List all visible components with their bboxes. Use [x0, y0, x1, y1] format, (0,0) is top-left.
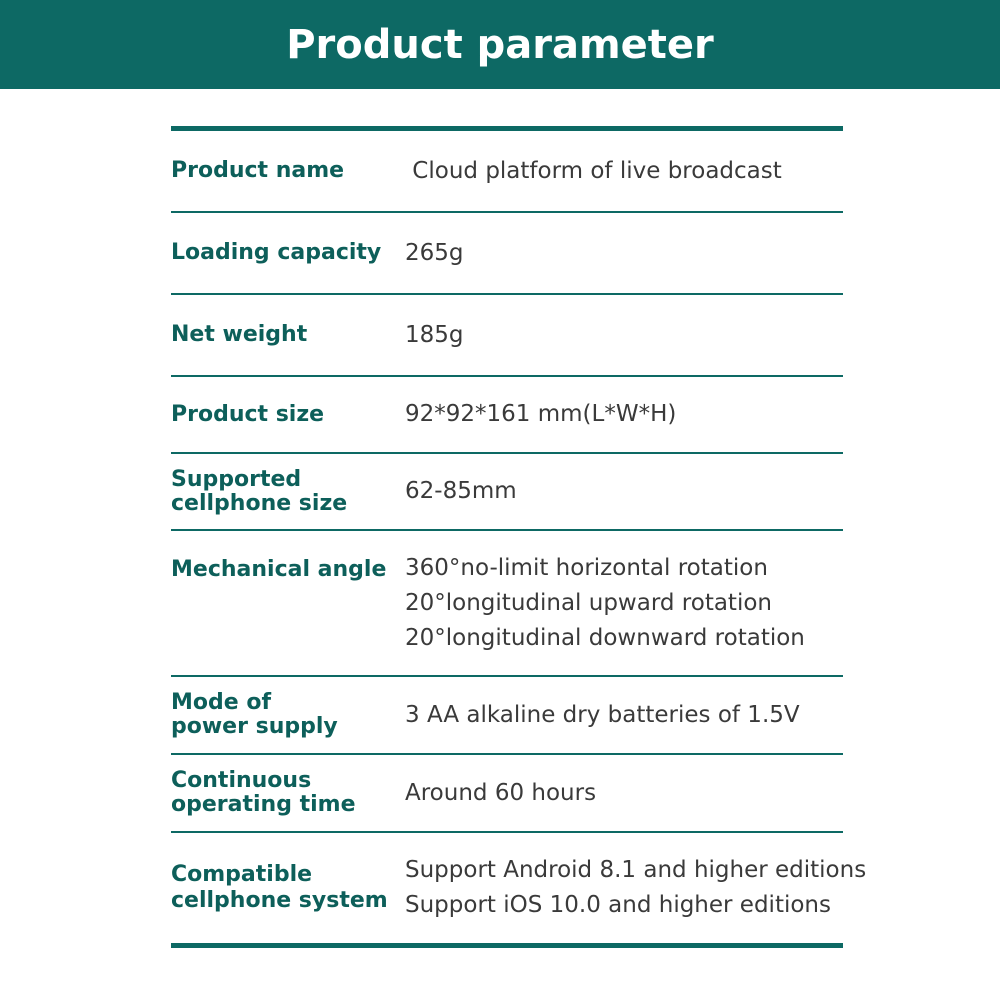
row-label-line: cellphone size [171, 490, 348, 516]
row-value-line: Support Android 8.1 and higher editions [405, 857, 867, 883]
table-row [171, 833, 867, 943]
row-label-line: Supported [171, 466, 302, 492]
parameter-table [171, 126, 867, 948]
row-label-line: Net weight [171, 322, 308, 347]
row-label-line: power supply [171, 714, 338, 739]
row-label [171, 322, 405, 348]
row-label [171, 691, 405, 739]
row-value-line: 3 AA alkaline dry batteries of 1.5V [405, 701, 800, 728]
row-value-line: 92*92*161 mm(L*W*H) [405, 401, 677, 427]
row-label-line: Product name [171, 158, 345, 183]
table-row [171, 213, 843, 295]
row-label [171, 862, 405, 914]
row-value-line: 360°no-limit horizontal rotation [405, 555, 768, 581]
row-label-line: Compatible [171, 862, 313, 887]
row-label-line: Loading capacity [171, 240, 382, 265]
row-value-line: 265g [405, 239, 464, 266]
row-value [405, 397, 843, 432]
table-row [171, 295, 843, 377]
table-row [171, 454, 843, 531]
row-value-line: Support iOS 10.0 and higher editions [405, 892, 831, 918]
page-title: Product parameter [286, 21, 714, 68]
row-value [405, 318, 843, 353]
row-label-line: Continuous [171, 768, 312, 793]
row-label-line: cellphone system [171, 888, 388, 913]
header-banner [0, 0, 1000, 89]
row-value-line: 62-85mm [405, 478, 517, 504]
row-value [405, 154, 843, 189]
row-label [171, 402, 405, 428]
row-value-line: 185g [405, 321, 464, 348]
table-row [171, 131, 843, 213]
row-value-line: 20°longitudinal upward rotation [405, 590, 772, 616]
row-value-line: Cloud platform of live broadcast [405, 157, 782, 184]
row-label [171, 158, 405, 184]
row-value-line: Around 60 hours [405, 779, 597, 806]
row-label [171, 468, 405, 516]
row-value [405, 236, 843, 271]
row-value [405, 474, 843, 509]
row-value [405, 551, 843, 656]
row-label [171, 240, 405, 266]
table-row [171, 377, 843, 454]
row-label-line: Product size [171, 401, 325, 427]
table-row [171, 531, 843, 677]
row-value [405, 776, 843, 811]
row-value [405, 853, 866, 923]
row-label [171, 769, 405, 817]
row-label-line: Mode of [171, 690, 272, 715]
row-label-line: Mechanical angle [171, 557, 387, 582]
row-label [171, 551, 405, 583]
row-value-line: 20°longitudinal downward rotation [405, 625, 805, 651]
table-row [171, 755, 843, 833]
row-label-line: operating time [171, 792, 356, 817]
row-value [405, 698, 843, 733]
table-row [171, 677, 843, 755]
table-bottom-rule [171, 943, 843, 948]
